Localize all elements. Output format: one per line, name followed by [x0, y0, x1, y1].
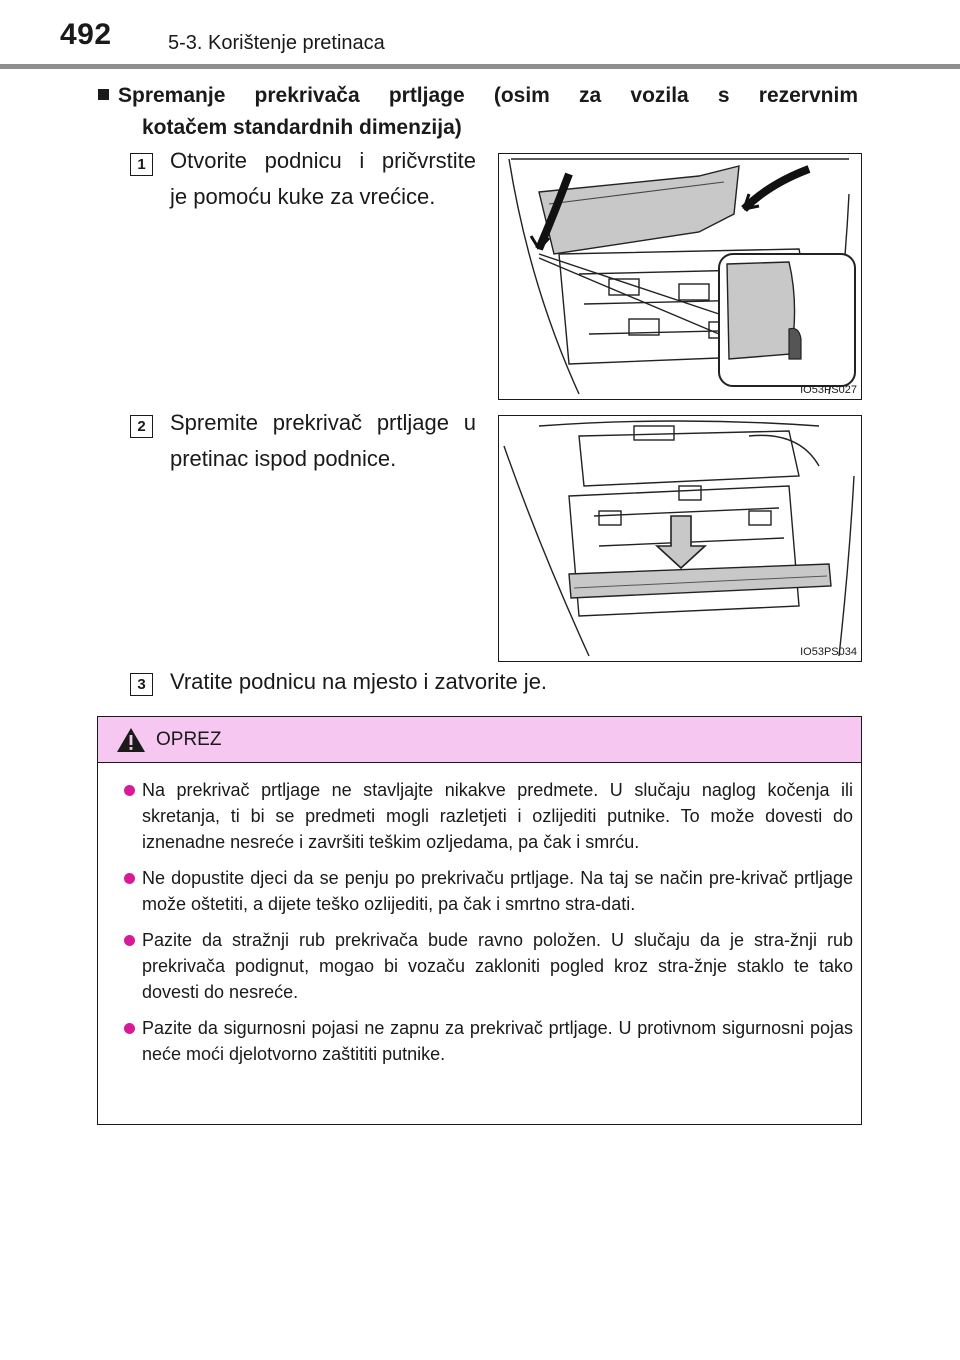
bullet-icon [124, 935, 135, 946]
figure-trunk-hook [498, 153, 862, 400]
trunk-floor-hook-illustration [499, 154, 861, 399]
bullet-icon [124, 785, 135, 796]
caution-item-text: Na prekrivač prtljage ne stavljajte nikakve predmete. U slučaju naglog kočenja ili skretanja, ti bi se predmeti mogli razletjeti i ozlijediti putnike. To može dovesti do iznenadne nesreće i završiti teškim ozljedama, pa čak i smrću. [142, 780, 853, 852]
step-1-line-2: je pomoću kuke za vrećice. [170, 184, 436, 209]
step-number-3: 3 [130, 673, 153, 696]
step-number-1: 1 [130, 153, 153, 176]
page-number: 492 [60, 18, 112, 51]
step-2-line-2: pretinac ispod podnice. [170, 446, 397, 471]
list-item [142, 1015, 853, 1067]
square-bullet-icon [98, 89, 109, 100]
heading-line-2: kotačem standardnih dimenzija) [142, 116, 462, 139]
caution-item-text: Pazite da stražnji rub prekrivača bude ravno položen. U slučaju da je stra-žnji rub prekrivača podignut, mogao bi vozaču zakloniti pogled kroz stra-žnje staklo te tako dovesti do nesreće. [142, 930, 853, 1002]
step-3-text: Vratite podnicu na mjesto i zatvorite je. [170, 669, 548, 694]
list-item [142, 777, 853, 855]
figure-trunk-storage [498, 415, 862, 662]
section-title: 5-3. Korištenje pretinaca [168, 32, 385, 54]
caution-item-text: Ne dopustite djeci da se penju po prekrivaču prtljage. Na taj se način pre-krivač prtljage može oštetiti, a dijete teško ozlijediti, pa čak i smrtno stra-dati. [142, 868, 853, 914]
step-1-line-1: Otvorite podnicu i pričvrstite [170, 148, 476, 173]
trunk-cover-storage-illustration [499, 416, 861, 661]
header-rule [0, 64, 960, 69]
caution-box [97, 716, 862, 1125]
bullet-icon [124, 1023, 135, 1034]
caution-item-text: Pazite da sigurnosni pojasi ne zapnu za prekrivač prtljage. U protivnom sigurnosni pojas neće moći djelotvorno zaštititi putnike. [142, 1018, 853, 1064]
section-heading [118, 80, 858, 144]
step-2-text [170, 405, 476, 477]
warning-triangle-icon [116, 727, 146, 753]
list-item [142, 865, 853, 917]
step-2-line-1: Spremite prekrivač prtljage u [170, 410, 476, 435]
caution-title: OPREZ [156, 729, 222, 750]
step-1-text [170, 143, 476, 215]
figure-code: IO53PS034 [800, 646, 857, 658]
caution-list [98, 763, 861, 1067]
figure-code: IO53PS027 [800, 384, 857, 396]
caution-header [98, 717, 861, 763]
list-item [142, 927, 853, 1005]
heading-line-1: Spremanje prekrivača prtljage (osim za vozila s rezervnim [118, 84, 858, 107]
step-number-2: 2 [130, 415, 153, 438]
bullet-icon [124, 873, 135, 884]
